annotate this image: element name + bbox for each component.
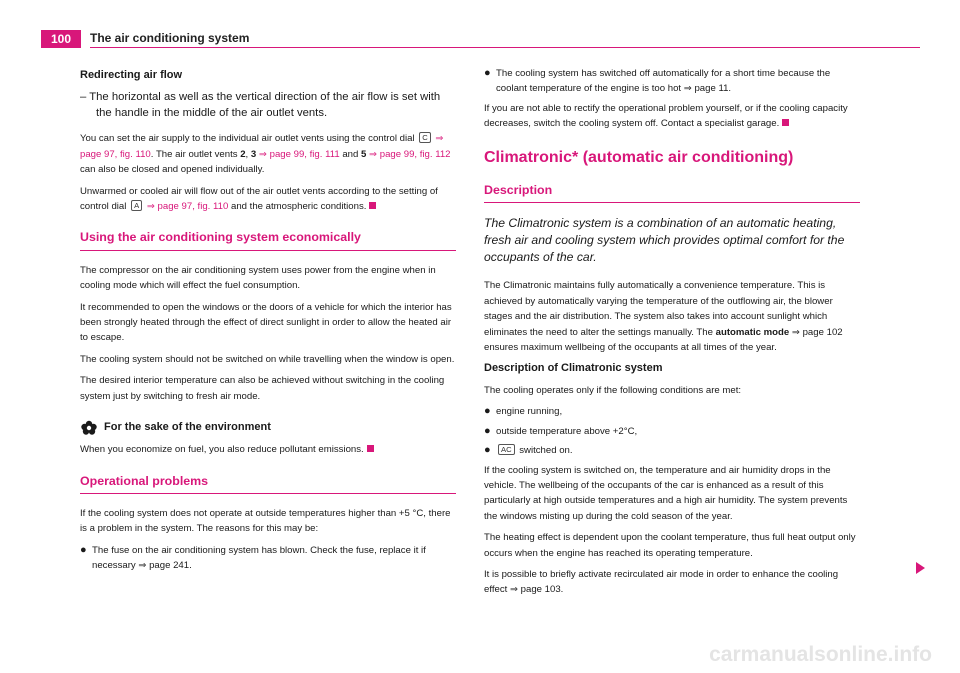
ac-button-key: AC [498,444,515,455]
economy-paragraph-3: The cooling system should not be switched on while travelling when the window is open. [80,353,455,365]
section-end-mark [782,119,789,126]
list-item: ● outside temperature above +2°C, [484,424,638,437]
control-dial-a-key: A [131,200,142,211]
operational-problems-heading: Operational problems [80,474,456,494]
environment-flower-icon [80,420,98,436]
link-page-99-fig-112[interactable]: ⇒ page 99, fig. 112 [369,148,451,160]
climatronic-paragraph: The Climatronic maintains fully automatically a convenience temperature. This is achieved by automatically varying the temperature of the outflowing air, the blower stages and the air distribution. The system also takes into account sunlight which eliminates the need to alter the settings manually. The automatic mode ⇒ page 102 ensures maximum wellbeing of the occupants at all times of the year. [484,280,843,354]
system-description-heading: Description of Climatronic system [484,362,663,375]
redirect-step: – The horizontal as well as the vertical direction of the air flow is set with the handle in the middle of the air outlet vents. [80,91,441,120]
cooling-effect-paragraph: If the cooling system is switched on, the temperature and air humidity drops in the vehicle. The wellbeing of the occupants of the car is enhanced as a result of this particularly at high outside temperatures and a high air humidity. The system prevents the windows misting up during the cold season of the year. [484,464,848,522]
left-column [80,66,456,578]
list-item: ● AC switched on. [484,444,573,457]
link-page-97-fig-110-b[interactable]: ⇒ page 97, fig. 110 [146,201,229,213]
economy-section-heading: Using the air conditioning system economically [80,230,456,250]
page-number: 100 [41,30,81,48]
recirculated-air-paragraph: It is possible to briefly activate recirculated air mode in order to enhance the cooling effect ⇒ page 103. [484,568,839,596]
link-page-99-fig-111[interactable]: ⇒ page 99, fig. 111 [258,148,340,160]
climatronic-chapter-title: Climatronic* (automatic air conditioning) [484,148,794,166]
right-column [484,66,860,604]
next-page-arrow-icon[interactable] [916,562,925,574]
section-end-mark [367,445,374,452]
environment-note-text: When you economize on fuel, you also reduce pollutant emissions. [80,442,456,457]
garage-paragraph: If you are not able to rectify the operational problem yourself, or if the cooling capacity decreases, switch the cooling system off. Contact a specialist garage. [484,102,848,130]
description-intro: The Climatronic system is a combination of an automatic heating, fresh air and cooling system which provides optimal comfort for the occupants of the car. [484,216,845,265]
operational-problems-paragraph: If the cooling system does not operate at outside temperatures higher than +5 °C, there is a problem in the system. The reasons for this may be: [80,507,451,535]
section-end-mark [369,202,376,209]
economy-paragraph-2: It recommended to open the windows or the doors of a vehicle for which the interior has been strongly heated through the effect of direct sunlight in order to allow the heated air to escape. [80,301,452,344]
list-item: ● The cooling system has switched off automatically for a short time because the coolant temperature of the engine is too hot ⇒ page 11. [484,67,831,95]
list-item: ● The fuse on the air conditioning system has blown. Check the fuse, replace it if necessary ⇒ page 241. [80,543,426,572]
watermark: carmanualsonline.info [709,643,932,666]
page-title: The air conditioning system [90,31,250,45]
economy-paragraph-4: The desired interior temperature can also be achieved without switching in the cooling system just by switching to fresh air mode. [80,375,445,402]
redirect-heading: Redirecting air flow [80,69,183,81]
vents-paragraph: You can set the air supply to the individual air outlet vents using the control dial C ⇒ page 97, fig. 110. The air outlet vents 2, 3 ⇒ page 99, fig. 111 and 5 ⇒ page 99, fig. 112 can also be closed and opened individually. [80,133,451,176]
dial-a-paragraph: Unwarmed or cooled air will flow out of the air outlet vents according to the setting of control dial A ⇒ page 97, fig. 110 and the atmospheric conditions. [80,185,438,213]
control-dial-c-key: C [419,132,430,143]
list-item: ● engine running, [484,405,563,418]
heating-effect-paragraph: The heating effect is dependent upon the coolant temperature, thus full heat output only occurs when the engine has reached its operating temperature. [484,532,856,559]
header-rule [90,47,920,48]
economy-paragraph-1: The compressor on the air conditioning system uses power from the engine when in cooling mode which will effect the fuel consumption. [80,264,436,292]
environment-note-heading: For the sake of the environment [80,420,456,436]
link-page-97-fig-110[interactable]: ⇒ page 97, fig. 110 [80,133,444,160]
conditions-intro: The cooling operates only if the following conditions are met: [484,384,742,396]
description-heading: Description [484,183,860,203]
